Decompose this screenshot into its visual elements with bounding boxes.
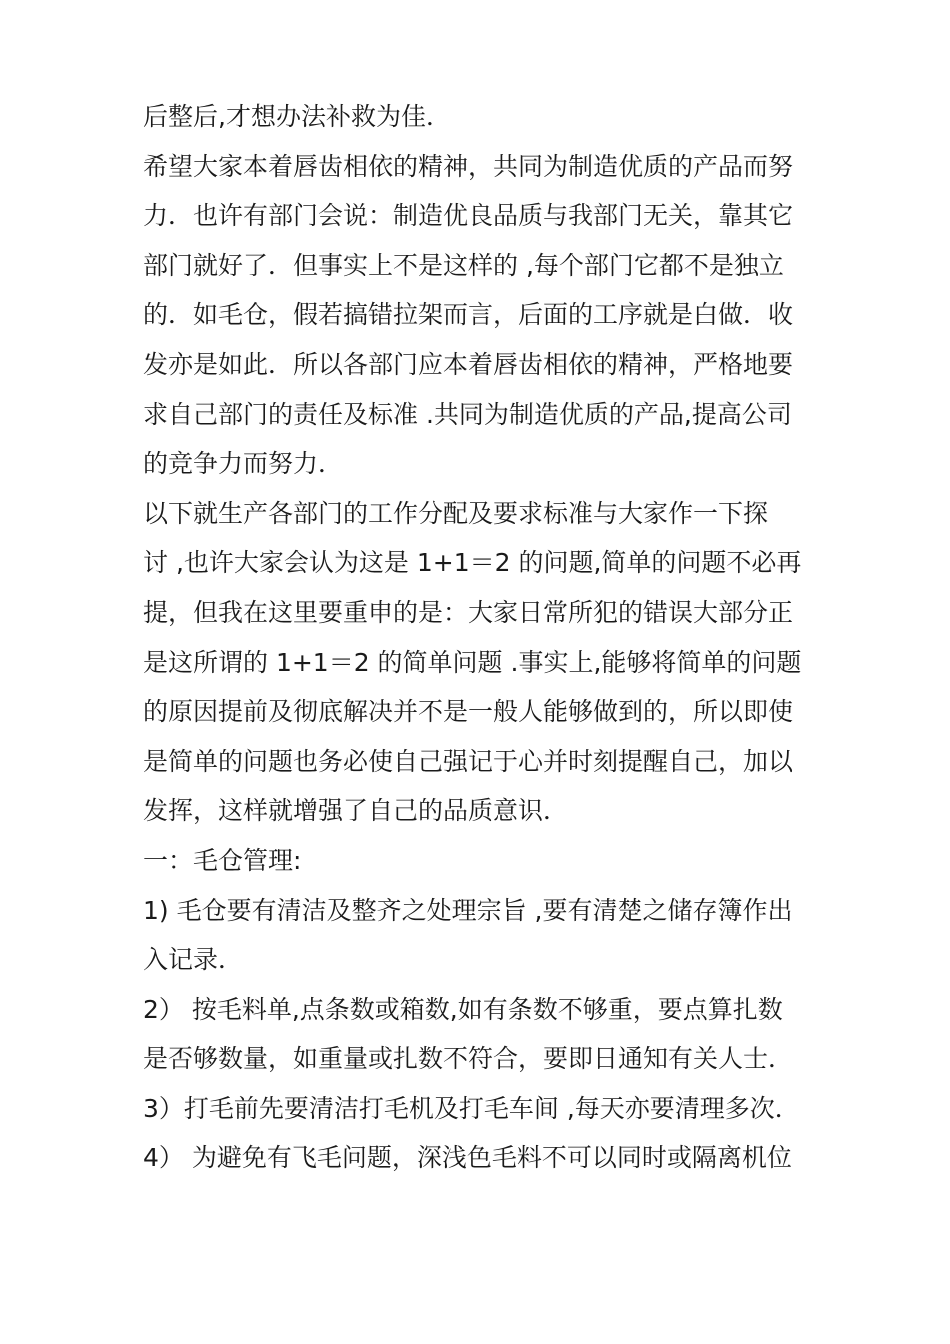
list-item-line: 3）打毛前先要清洁打毛机及打毛车间 ,每天亦要清理多次． bbox=[143, 1093, 800, 1123]
text-line: 的原因提前及彻底解决并不是一般人能够做到的，所以即使 bbox=[143, 697, 794, 727]
text-line: 的．如毛仓，假若搞错拉架而言，后面的工序就是白做．收 bbox=[143, 300, 794, 330]
text-line: 希望大家本着唇齿相依的精神，共同为制造优质的产品而努 bbox=[143, 151, 794, 181]
text-line: 发挥，这样就增强了自己的品质意识． bbox=[143, 796, 569, 826]
list-item-line: 是否够数量，如重量或扎数不符合，要即日通知有关人士． bbox=[143, 1044, 794, 1074]
text-line: 是这所谓的 1+1＝2 的简单问题 .事实上,能够将简单的问题 bbox=[143, 647, 802, 677]
list-item-line: 4） 为避免有飞毛问题，深浅色毛料不可以同时或隔离机位 bbox=[143, 1143, 792, 1173]
list-item-line: 入记录． bbox=[143, 945, 244, 975]
text-line: 以下就生产各部门的工作分配及要求标准与大家作一下探 bbox=[143, 498, 769, 528]
text-line: 发亦是如此．所以各部门应本着唇齿相依的精神，严格地要 bbox=[143, 349, 794, 379]
text-line: 提，但我在这里要重申的是：大家日常所犯的错误大部分正 bbox=[143, 597, 794, 627]
text-line: 后整后,才想办法补救为佳． bbox=[143, 102, 451, 131]
section-heading: 一：毛仓管理: bbox=[143, 845, 302, 875]
list-item-line: 1) 毛仓要有清洁及整齐之处理宗旨 ,要有清楚之储存簿作出 bbox=[143, 895, 793, 925]
text-line: 部门就好了．但事实上不是这样的 ,每个部门它都不是独立 bbox=[143, 250, 784, 280]
text-line: 是简单的问题也务必使自己强记于心并时刻提醒自己，加以 bbox=[143, 746, 794, 776]
text-line: 力．也许有部门会说：制造优良品质与我部门无关，靠其它 bbox=[143, 201, 794, 231]
text-line: 的竞争力而努力． bbox=[143, 449, 344, 479]
text-line: 讨 ,也许大家会认为这是 1+1＝2 的问题,简单的问题不必再 bbox=[143, 548, 802, 578]
list-item-line: 2） 按毛料单,点条数或箱数,如有条数不够重，要点算扎数 bbox=[143, 994, 783, 1024]
text-line: 求自己部门的责任及标准 .共同为制造优质的产品,提高公司 bbox=[143, 399, 792, 429]
document-body bbox=[143, 92, 823, 1183]
